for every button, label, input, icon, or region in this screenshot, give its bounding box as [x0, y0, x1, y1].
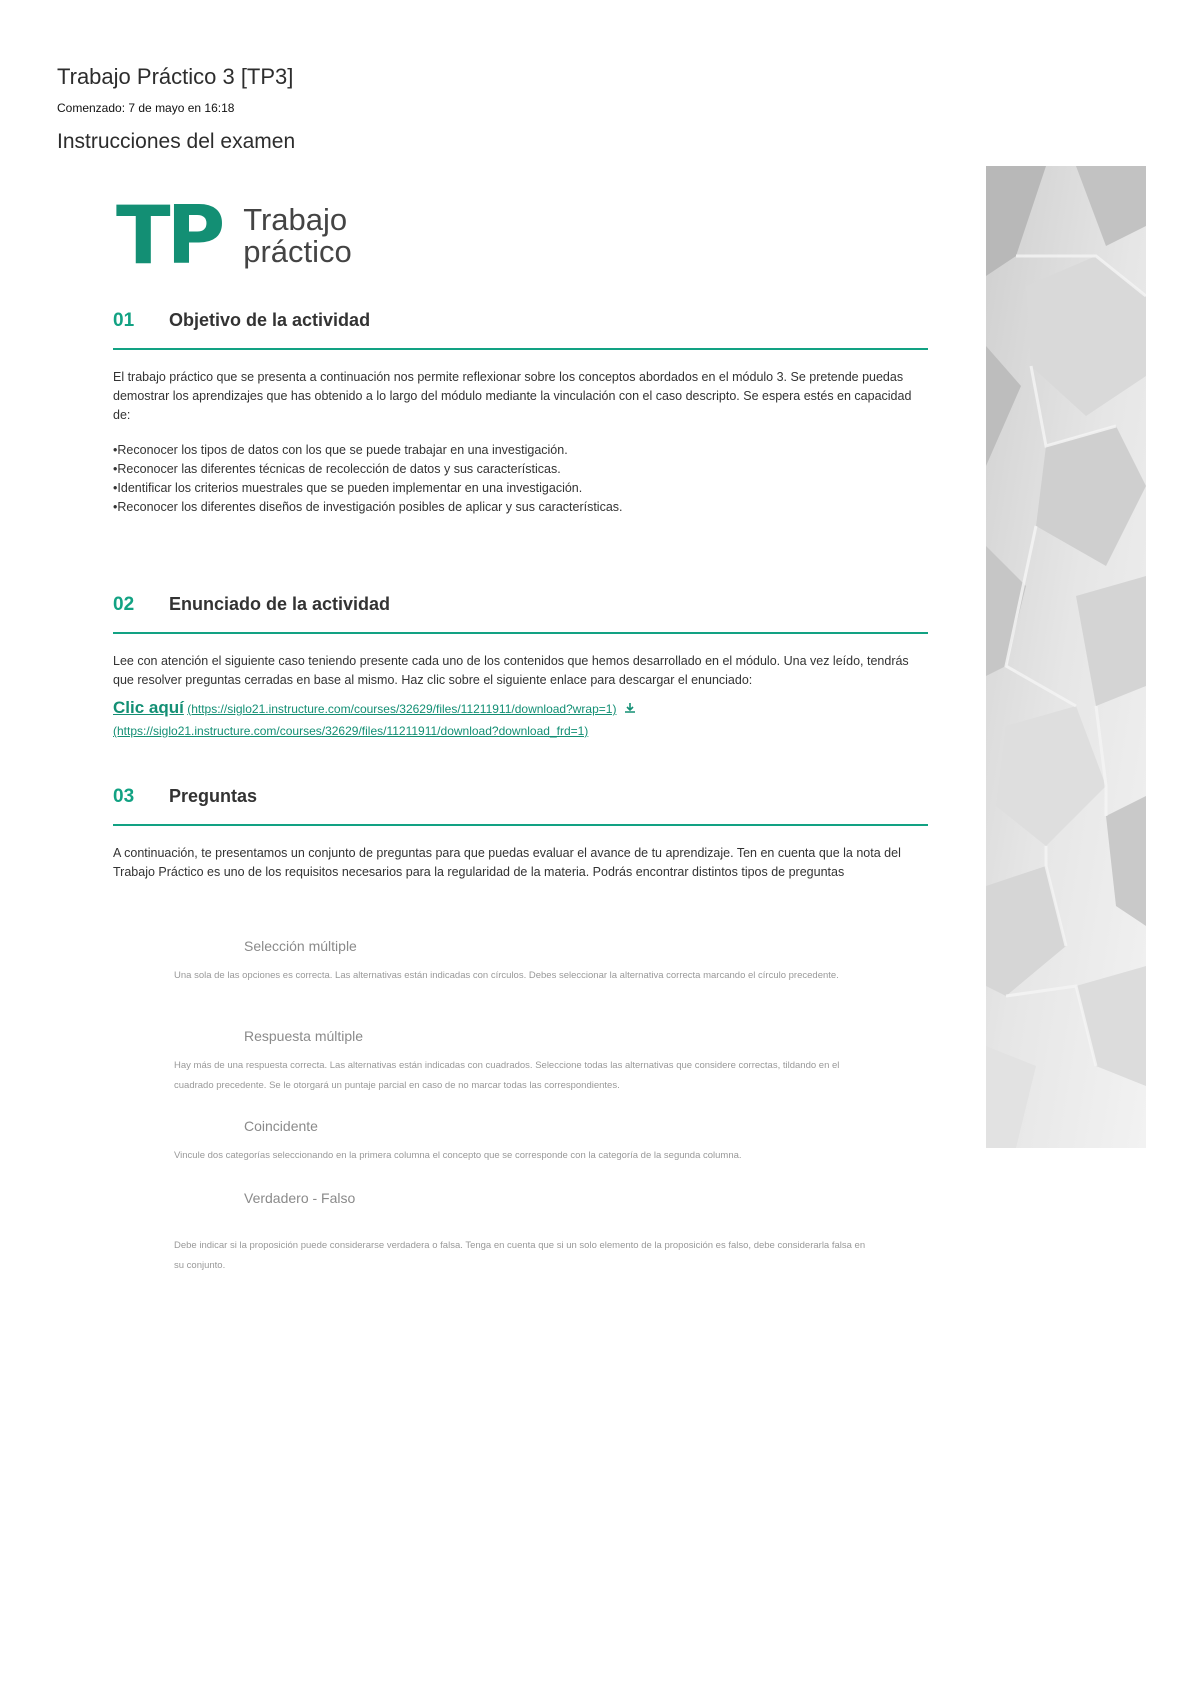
question-type-description: Hay más de una respuesta correcta. Las alternativas están indicadas con cuadrados. Seleccione todas las alternativas que considere correctas, tildando en el cuadrado precedente. Se le otorgará un puntaje parcial en caso de no marcar todas las correspondientes.	[174, 1060, 840, 1091]
page-title: Trabajo Práctico 3 [TP3]	[57, 64, 294, 89]
section-header	[113, 786, 928, 826]
section-title: Enunciado de la actividad	[169, 594, 391, 614]
question-type-title: Coincidente	[244, 1118, 318, 1134]
section-paragraph: Lee con atención el siguiente caso teniendo presente cada uno de los contenidos que hemos desarrollado en el módulo. Una vez leído, tendrás que resolver preguntas cerradas en base al mismo. Haz clic sobre el siguiente enlace para descargar el enunciado:	[113, 654, 909, 687]
download-link-url[interactable]: (https://siglo21.instructure.com/courses/32629/files/11211911/download?wrap=1)	[187, 702, 617, 716]
section-paragraph: El trabajo práctico que se presenta a continuación nos permite reflexionar sobre los conceptos abordados en el módulo 3. Se pretende puedas demostrar los aprendizajes que has obtenido a lo largo del módulo mediante la vinculación con el caso descripto. Se espera estés en capacidad de:	[113, 370, 912, 422]
question-type-description: Vincule dos categorías seleccionando en la primera columna el concepto que se corresponde con la categoría de la segunda columna.	[174, 1150, 742, 1161]
section-preguntas	[113, 786, 928, 882]
question-type-title: Respuesta múltiple	[244, 1028, 364, 1044]
section-header	[113, 594, 928, 634]
section-number: 03	[113, 786, 135, 807]
decorative-architecture-image	[986, 166, 1146, 1148]
list-item: • Reconocer las diferentes técnicas de recolección de datos y sus características.	[113, 460, 928, 479]
section-paragraph: A continuación, te presentamos un conjunto de preguntas para que puedas evaluar el avance de tu aprendizaje. Ten en cuenta que la nota del Trabajo Práctico es uno de los requisitos necesarios para la regularidad de la materia. Podrás encontrar distintos tipos de preguntas	[113, 846, 901, 879]
section-enunciado	[113, 594, 928, 738]
objectives-list	[113, 441, 928, 517]
section-title: Objetivo de la actividad	[169, 310, 371, 330]
tp-logo-mark: TP	[116, 189, 222, 282]
section-objetivo	[113, 310, 928, 517]
instructions-heading: Instrucciones del examen	[57, 130, 296, 153]
question-type-title: Verdadero - Falso	[244, 1190, 356, 1206]
question-type-title: Selección múltiple	[244, 938, 357, 954]
list-item: • Reconocer los tipos de datos con los que se puede trabajar en una investigación.	[113, 441, 928, 460]
download-link[interactable]: Clic aquí	[113, 698, 184, 717]
section-header	[113, 310, 928, 350]
tp-logo-line2: práctico	[243, 234, 352, 269]
section-title: Preguntas	[169, 786, 258, 806]
download-url-block	[113, 724, 928, 738]
section-number: 02	[113, 594, 135, 615]
section-number: 01	[113, 310, 135, 331]
tp-logo-line1: Trabajo	[243, 202, 348, 237]
tp-logo	[116, 189, 352, 282]
question-type-description: Debe indicar si la proposición puede considerarse verdadera o falsa. Tenga en cuenta que si un solo elemento de la proposición es falso, debe considerarla falsa en su conjunto.	[174, 1240, 866, 1271]
download-frd-url[interactable]: (https://siglo21.instructure.com/courses/32629/files/11211911/download?download_frd=1)	[113, 724, 589, 738]
download-link-block	[113, 698, 928, 718]
list-item: • Identificar los criterios muestrales que se pueden implementar en una investigación.	[113, 479, 928, 498]
question-type-description: Una sola de las opciones es correcta. Las alternativas están indicadas con círculos. Debes seleccionar la alternativa correcta marcando el círculo precedente.	[174, 970, 839, 981]
started-timestamp: Comenzado: 7 de mayo en 16:18	[57, 101, 235, 115]
download-icon[interactable]	[624, 702, 636, 717]
list-item: • Reconocer los diferentes diseños de investigación posibles de aplicar y sus características.	[113, 498, 928, 517]
tp-logo-text	[243, 204, 352, 268]
